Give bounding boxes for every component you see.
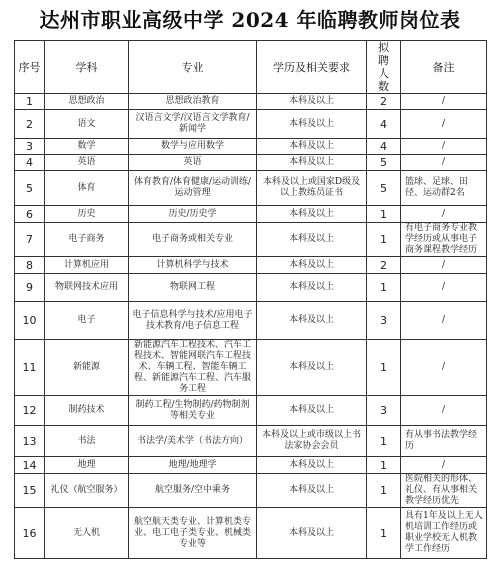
cell-remark: /: [401, 274, 487, 302]
cell-subject: 英语: [45, 155, 129, 171]
cell-major: 书法学/美术学（书法方向）: [129, 426, 257, 457]
cell-remark: /: [401, 110, 487, 139]
cell-count: 1: [367, 457, 401, 474]
cell-count: 3: [367, 396, 401, 426]
cell-subject: 电子: [45, 302, 129, 340]
header-subject: 学科: [45, 41, 129, 94]
cell-remark: 篮球、足球、田径、运动群2名: [401, 171, 487, 206]
table-body: [15, 94, 487, 559]
cell-index: 11: [15, 340, 45, 396]
cell-count: 3: [367, 302, 401, 340]
cell-remark: /: [401, 457, 487, 474]
cell-subject: 书法: [45, 426, 129, 457]
table-row: [15, 94, 487, 110]
table-header-row: [15, 41, 487, 94]
cell-index: 1: [15, 94, 45, 110]
cell-index: 6: [15, 206, 45, 223]
cell-count: 2: [367, 257, 401, 274]
cell-remark: 具有1年及以上无人机培训工作经历或职业学校无人机教学工作经历: [401, 508, 487, 559]
cell-major: 电子信息科学与技术/应用电子技术教育/电子信息工程: [129, 302, 257, 340]
cell-subject: 思想政治: [45, 94, 129, 110]
cell-index: 10: [15, 302, 45, 340]
cell-count: 1: [367, 223, 401, 257]
table-row: [15, 457, 487, 474]
header-major: 专业: [129, 41, 257, 94]
cell-major: 历史/历史学: [129, 206, 257, 223]
cell-subject: 礼仪（航空服务）: [45, 474, 129, 508]
cell-count: 5: [367, 171, 401, 206]
cell-major: 思想政治教育: [129, 94, 257, 110]
cell-requirement: 本科及以上: [257, 139, 367, 155]
cell-requirement: 本科及以上: [257, 274, 367, 302]
cell-requirement: 本科及以上: [257, 508, 367, 559]
cell-index: 14: [15, 457, 45, 474]
table-row: [15, 426, 487, 457]
cell-major: 航空服务/空中乘务: [129, 474, 257, 508]
cell-major: 制药工程/生物制药/药物制剂等相关专业: [129, 396, 257, 426]
cell-major: 英语: [129, 155, 257, 171]
cell-index: 7: [15, 223, 45, 257]
cell-subject: 计算机应用: [45, 257, 129, 274]
cell-index: 3: [15, 139, 45, 155]
cell-index: 12: [15, 396, 45, 426]
page-title: 达州市职业高级中学 2024 年临聘教师岗位表: [39, 8, 461, 32]
cell-count: 4: [367, 110, 401, 139]
cell-remark: /: [401, 94, 487, 110]
positions-table: [14, 40, 487, 559]
cell-subject: 地理: [45, 457, 129, 474]
cell-major: 地理/地理学: [129, 457, 257, 474]
cell-subject: 制药技术: [45, 396, 129, 426]
cell-count: 1: [367, 508, 401, 559]
cell-index: 5: [15, 171, 45, 206]
cell-remark: /: [401, 257, 487, 274]
cell-remark: 医院相关的形体、礼仪、有从事相关教学经历优先: [401, 474, 487, 508]
cell-requirement: 本科及以上: [257, 340, 367, 396]
cell-subject: 语文: [45, 110, 129, 139]
header-count: 拟聘人数: [367, 41, 401, 94]
cell-requirement: 本科及以上: [257, 457, 367, 474]
table-row: [15, 139, 487, 155]
cell-remark: /: [401, 155, 487, 171]
table-row: [15, 155, 487, 171]
cell-subject: 无人机: [45, 508, 129, 559]
table-row: [15, 508, 487, 559]
cell-index: 16: [15, 508, 45, 559]
cell-major: 新能源汽车工程技术、汽车工程技术、智能网联汽车工程技术、车辆工程、智能车辆工程、新能源汽车工程、汽车服务工程: [129, 340, 257, 396]
cell-major: 体育教育/体育健康/运动训练/运动管理: [129, 171, 257, 206]
cell-count: 1: [367, 274, 401, 302]
cell-index: 8: [15, 257, 45, 274]
cell-remark: 有从事书法教学经历: [401, 426, 487, 457]
cell-requirement: 本科及以上: [257, 396, 367, 426]
table-row: [15, 171, 487, 206]
cell-remark: /: [401, 340, 487, 396]
table-row: [15, 302, 487, 340]
cell-subject: 新能源: [45, 340, 129, 396]
table-row: [15, 274, 487, 302]
cell-count: 4: [367, 139, 401, 155]
cell-requirement: 本科及以上: [257, 302, 367, 340]
table-row: [15, 396, 487, 426]
cell-requirement: 本科及以上或市级以上书法家协会会员: [257, 426, 367, 457]
cell-major: 计算机科学与技术: [129, 257, 257, 274]
cell-major: 汉语言文学/汉语言文学教育/新闻学: [129, 110, 257, 139]
table-row: [15, 223, 487, 257]
cell-remark: /: [401, 302, 487, 340]
cell-requirement: 本科及以上: [257, 223, 367, 257]
cell-index: 4: [15, 155, 45, 171]
cell-subject: 物联网技术应用: [45, 274, 129, 302]
cell-major: 物联网工程: [129, 274, 257, 302]
cell-remark: /: [401, 139, 487, 155]
cell-requirement: 本科及以上或国家D级及以上教练员证书: [257, 171, 367, 206]
table-row: [15, 206, 487, 223]
cell-requirement: 本科及以上: [257, 110, 367, 139]
table-row: [15, 340, 487, 396]
header-index: 序号: [15, 41, 45, 94]
cell-major: 电子商务或相关专业: [129, 223, 257, 257]
header-remark: 备注: [401, 41, 487, 94]
cell-index: 13: [15, 426, 45, 457]
cell-index: 9: [15, 274, 45, 302]
cell-index: 2: [15, 110, 45, 139]
cell-subject: 历史: [45, 206, 129, 223]
cell-requirement: 本科及以上: [257, 206, 367, 223]
cell-count: 1: [367, 206, 401, 223]
cell-remark: /: [401, 206, 487, 223]
cell-count: 1: [367, 474, 401, 508]
cell-subject: 数学: [45, 139, 129, 155]
cell-count: 5: [367, 155, 401, 171]
cell-requirement: 本科及以上: [257, 94, 367, 110]
cell-index: 15: [15, 474, 45, 508]
cell-requirement: 本科及以上: [257, 474, 367, 508]
cell-subject: 体育: [45, 171, 129, 206]
cell-subject: 电子商务: [45, 223, 129, 257]
cell-count: 1: [367, 426, 401, 457]
cell-remark: 有电子商务专业教学经历或从事电子商务课程教学经历: [401, 223, 487, 257]
table-row: [15, 110, 487, 139]
cell-requirement: 本科及以上: [257, 257, 367, 274]
cell-major: 数学与应用数学: [129, 139, 257, 155]
header-requirement: 学历及相关要求: [257, 41, 367, 94]
cell-count: 2: [367, 94, 401, 110]
table-row: [15, 474, 487, 508]
cell-count: 1: [367, 340, 401, 396]
cell-major: 航空航天类专业、计算机类专业、电工电子类专业、机械类专业等: [129, 508, 257, 559]
table-row: [15, 257, 487, 274]
cell-remark: /: [401, 396, 487, 426]
cell-requirement: 本科及以上: [257, 155, 367, 171]
